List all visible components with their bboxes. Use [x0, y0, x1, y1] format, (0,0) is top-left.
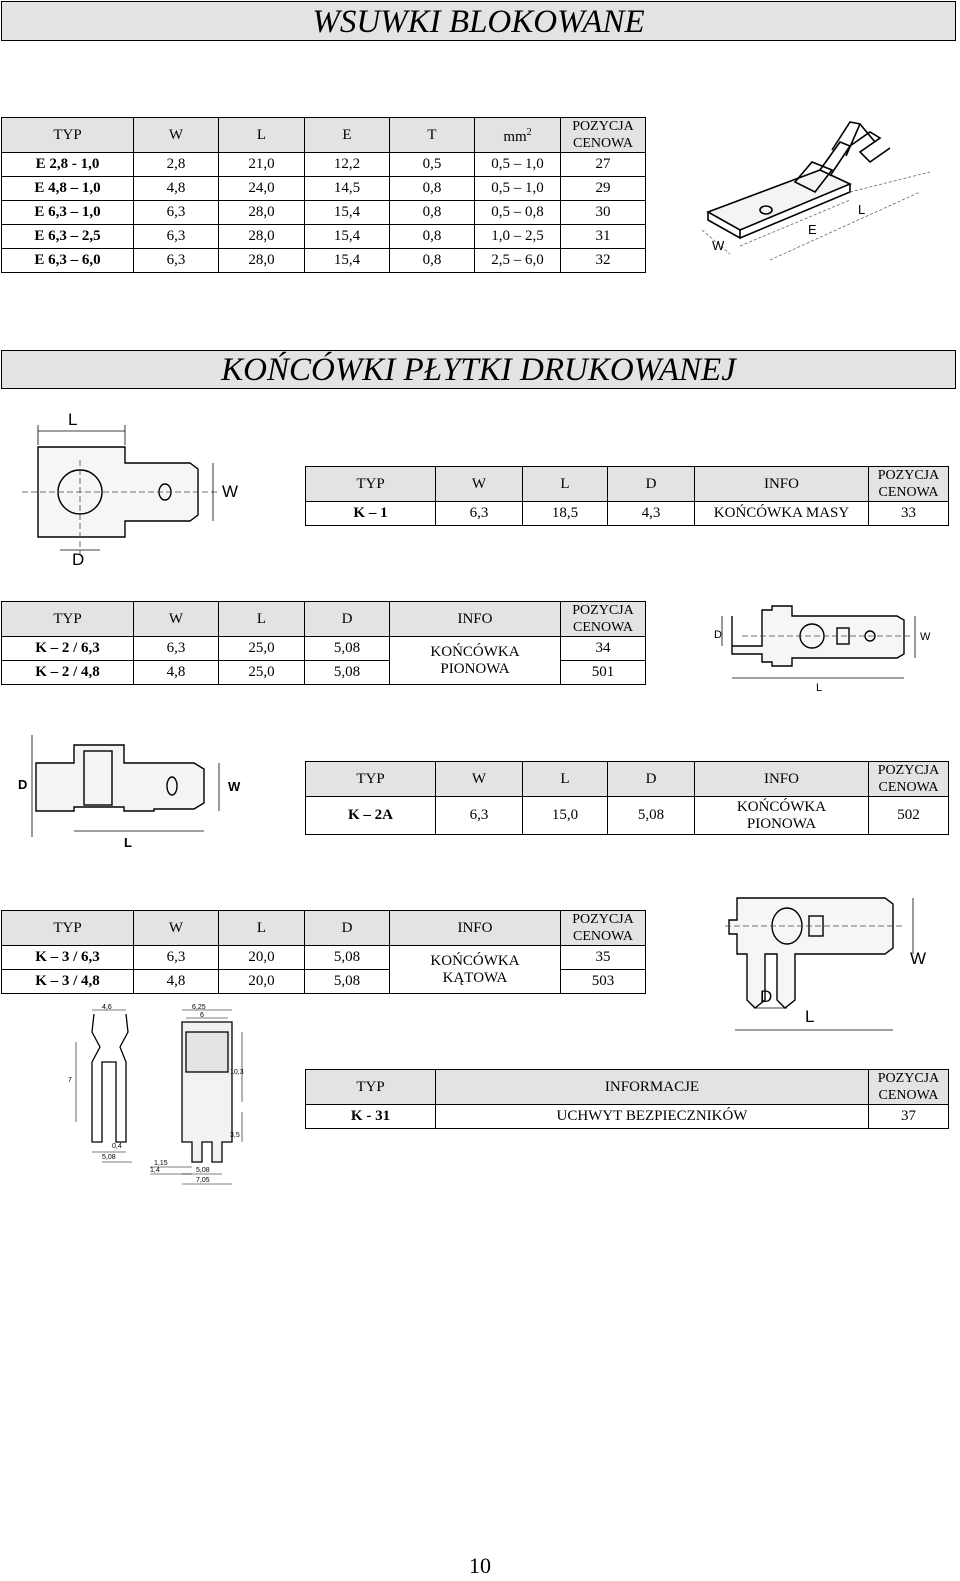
header-pozycja-cenowa: POZYCJA CENOWA [869, 1070, 949, 1105]
table-row: E 6,3 – 2,5 6,3 28,0 15,4 0,8 1,0 – 2,5 31 [2, 225, 646, 249]
info-cell: KOŃCÓWKA PIONOWA [390, 637, 561, 685]
dim-label-w: W [920, 631, 931, 643]
header-info: INFO [390, 602, 561, 637]
header-info: INFO [390, 911, 561, 946]
header-w: W [134, 911, 219, 946]
blade-terminal-drawing [700, 112, 950, 272]
table-wsuwki [1, 117, 646, 273]
table-k1 [305, 466, 949, 526]
dim-label-10-3: 10,3 [230, 1069, 244, 1076]
dim-label-5-08-b: 5,08 [196, 1167, 210, 1174]
table-row: E 2,8 - 1,0 2,8 21,0 12,2 0,5 0,5 – 1,0 27 [2, 153, 646, 177]
table-row: K – 2A 6,3 15,0 5,08 KOŃCÓWKA PIONOWA 502 [306, 797, 949, 835]
header-l: L [523, 467, 608, 502]
table-row: K - 31 UCHWYT BEZPIECZNIKÓW 37 [306, 1105, 949, 1129]
header-info: INFO [695, 467, 869, 502]
header-pozycja-cenowa: POZYCJA CENOWA [561, 602, 646, 637]
header-typ: TYP [2, 118, 134, 153]
dim-label-l: L [858, 202, 866, 217]
dim-label-l: L [124, 835, 132, 850]
table-row: K – 1 6,3 18,5 4,3 KOŃCÓWKA MASY 33 [306, 502, 949, 526]
info-cell: KOŃCÓWKA KĄTOWA [390, 946, 561, 994]
dim-label-d: D [760, 987, 773, 1006]
header-pozycja-cenowa: POZYCJA CENOWA [561, 911, 646, 946]
k1-terminal-drawing [20, 405, 285, 570]
header-l: L [219, 602, 305, 637]
table-row: K – 3 / 6,3 6,3 20,0 5,08 KOŃCÓWKA KĄTOWA 35 [2, 946, 646, 970]
header-typ: TYP [306, 1070, 436, 1105]
k2a-terminal-drawing [14, 735, 254, 850]
dim-label-d: D [72, 550, 85, 569]
header-typ: TYP [2, 602, 134, 637]
section-title-koncowki: KOŃCÓWKI PŁYTKI DRUKOWANEJ [1, 350, 956, 389]
dim-label-7: 7 [68, 1077, 72, 1084]
info-cell: KOŃCÓWKA PIONOWA [695, 797, 869, 835]
header-pozycja-cenowa: POZYCJA CENOWA [869, 467, 949, 502]
table-k3 [1, 910, 646, 994]
table-row: K – 3 / 4,8 4,8 20,0 5,08 503 [2, 970, 646, 994]
table-row: E 6,3 – 6,0 6,3 28,0 15,4 0,8 2,5 – 6,0 32 [2, 249, 646, 273]
header-typ: TYP [306, 467, 436, 502]
header-w: W [436, 762, 523, 797]
header-d: D [608, 762, 695, 797]
header-pozycja-cenowa: POZYCJA CENOWA [869, 762, 949, 797]
header-info: INFO [695, 762, 869, 797]
dim-label-1-15: 1,15 [154, 1160, 168, 1167]
table-row: K – 2 / 4,8 4,8 25,0 5,08 501 [2, 661, 646, 685]
dim-label-d: D [714, 629, 722, 641]
dim-label-e: E [808, 222, 817, 237]
header-w: W [134, 118, 219, 153]
dim-label-7-05: 7,05 [196, 1177, 210, 1184]
fuse-holder-drawing [62, 1002, 262, 1192]
table-row: K – 2 / 6,3 6,3 25,0 5,08 KOŃCÓWKA PIONOWA 34 [2, 637, 646, 661]
dim-label-3-5: 3,5 [230, 1132, 240, 1139]
dim-label-6: 6 [200, 1012, 204, 1019]
page-number: 10 [469, 1553, 491, 1578]
header-e: E [305, 118, 390, 153]
header-mm2: $mm^2$ [475, 118, 561, 153]
dim-label-1-4: 1,4 [150, 1167, 160, 1174]
dim-label-l: L [816, 682, 823, 693]
header-l: L [523, 762, 608, 797]
header-d: D [608, 467, 695, 502]
dim-label-6-25: 6,25 [192, 1004, 206, 1011]
header-d: D [305, 911, 390, 946]
dim-label-l: L [805, 1007, 815, 1026]
header-d: D [305, 602, 390, 637]
section-title-wsuwki: WSUWKI BLOKOWANE [1, 1, 956, 41]
table-k2a [305, 761, 949, 835]
header-typ: TYP [306, 762, 436, 797]
dim-label-0-4: 0,4 [112, 1143, 122, 1150]
dim-label-5-08-a: 5,08 [102, 1154, 116, 1161]
dim-label-w: W [712, 238, 725, 253]
header-pozycja-cenowa: POZYCJA CENOWA [561, 118, 646, 153]
dim-label-d: D [18, 777, 28, 792]
dim-label-l: L [68, 410, 78, 429]
header-typ: TYP [2, 911, 134, 946]
header-l: L [219, 118, 305, 153]
dim-label-w: W [910, 949, 927, 968]
header-w: W [436, 467, 523, 502]
k3-terminal-drawing [705, 890, 950, 1040]
header-l: L [219, 911, 305, 946]
table-k31 [305, 1069, 949, 1129]
k2-terminal-drawing [712, 598, 950, 693]
table-row: E 4,8 – 1,0 4,8 24,0 14,5 0,8 0,5 – 1,0 29 [2, 177, 646, 201]
header-w: W [134, 602, 219, 637]
dim-label-w: W [222, 482, 239, 501]
header-informacje: INFORMACJE [436, 1070, 869, 1105]
dim-label-w: W [228, 779, 241, 794]
dim-label-4-6: 4,6 [102, 1004, 112, 1011]
table-k2 [1, 601, 646, 685]
header-t: T [390, 118, 475, 153]
table-row: E 6,3 – 1,0 6,3 28,0 15,4 0,8 0,5 – 0,8 30 [2, 201, 646, 225]
